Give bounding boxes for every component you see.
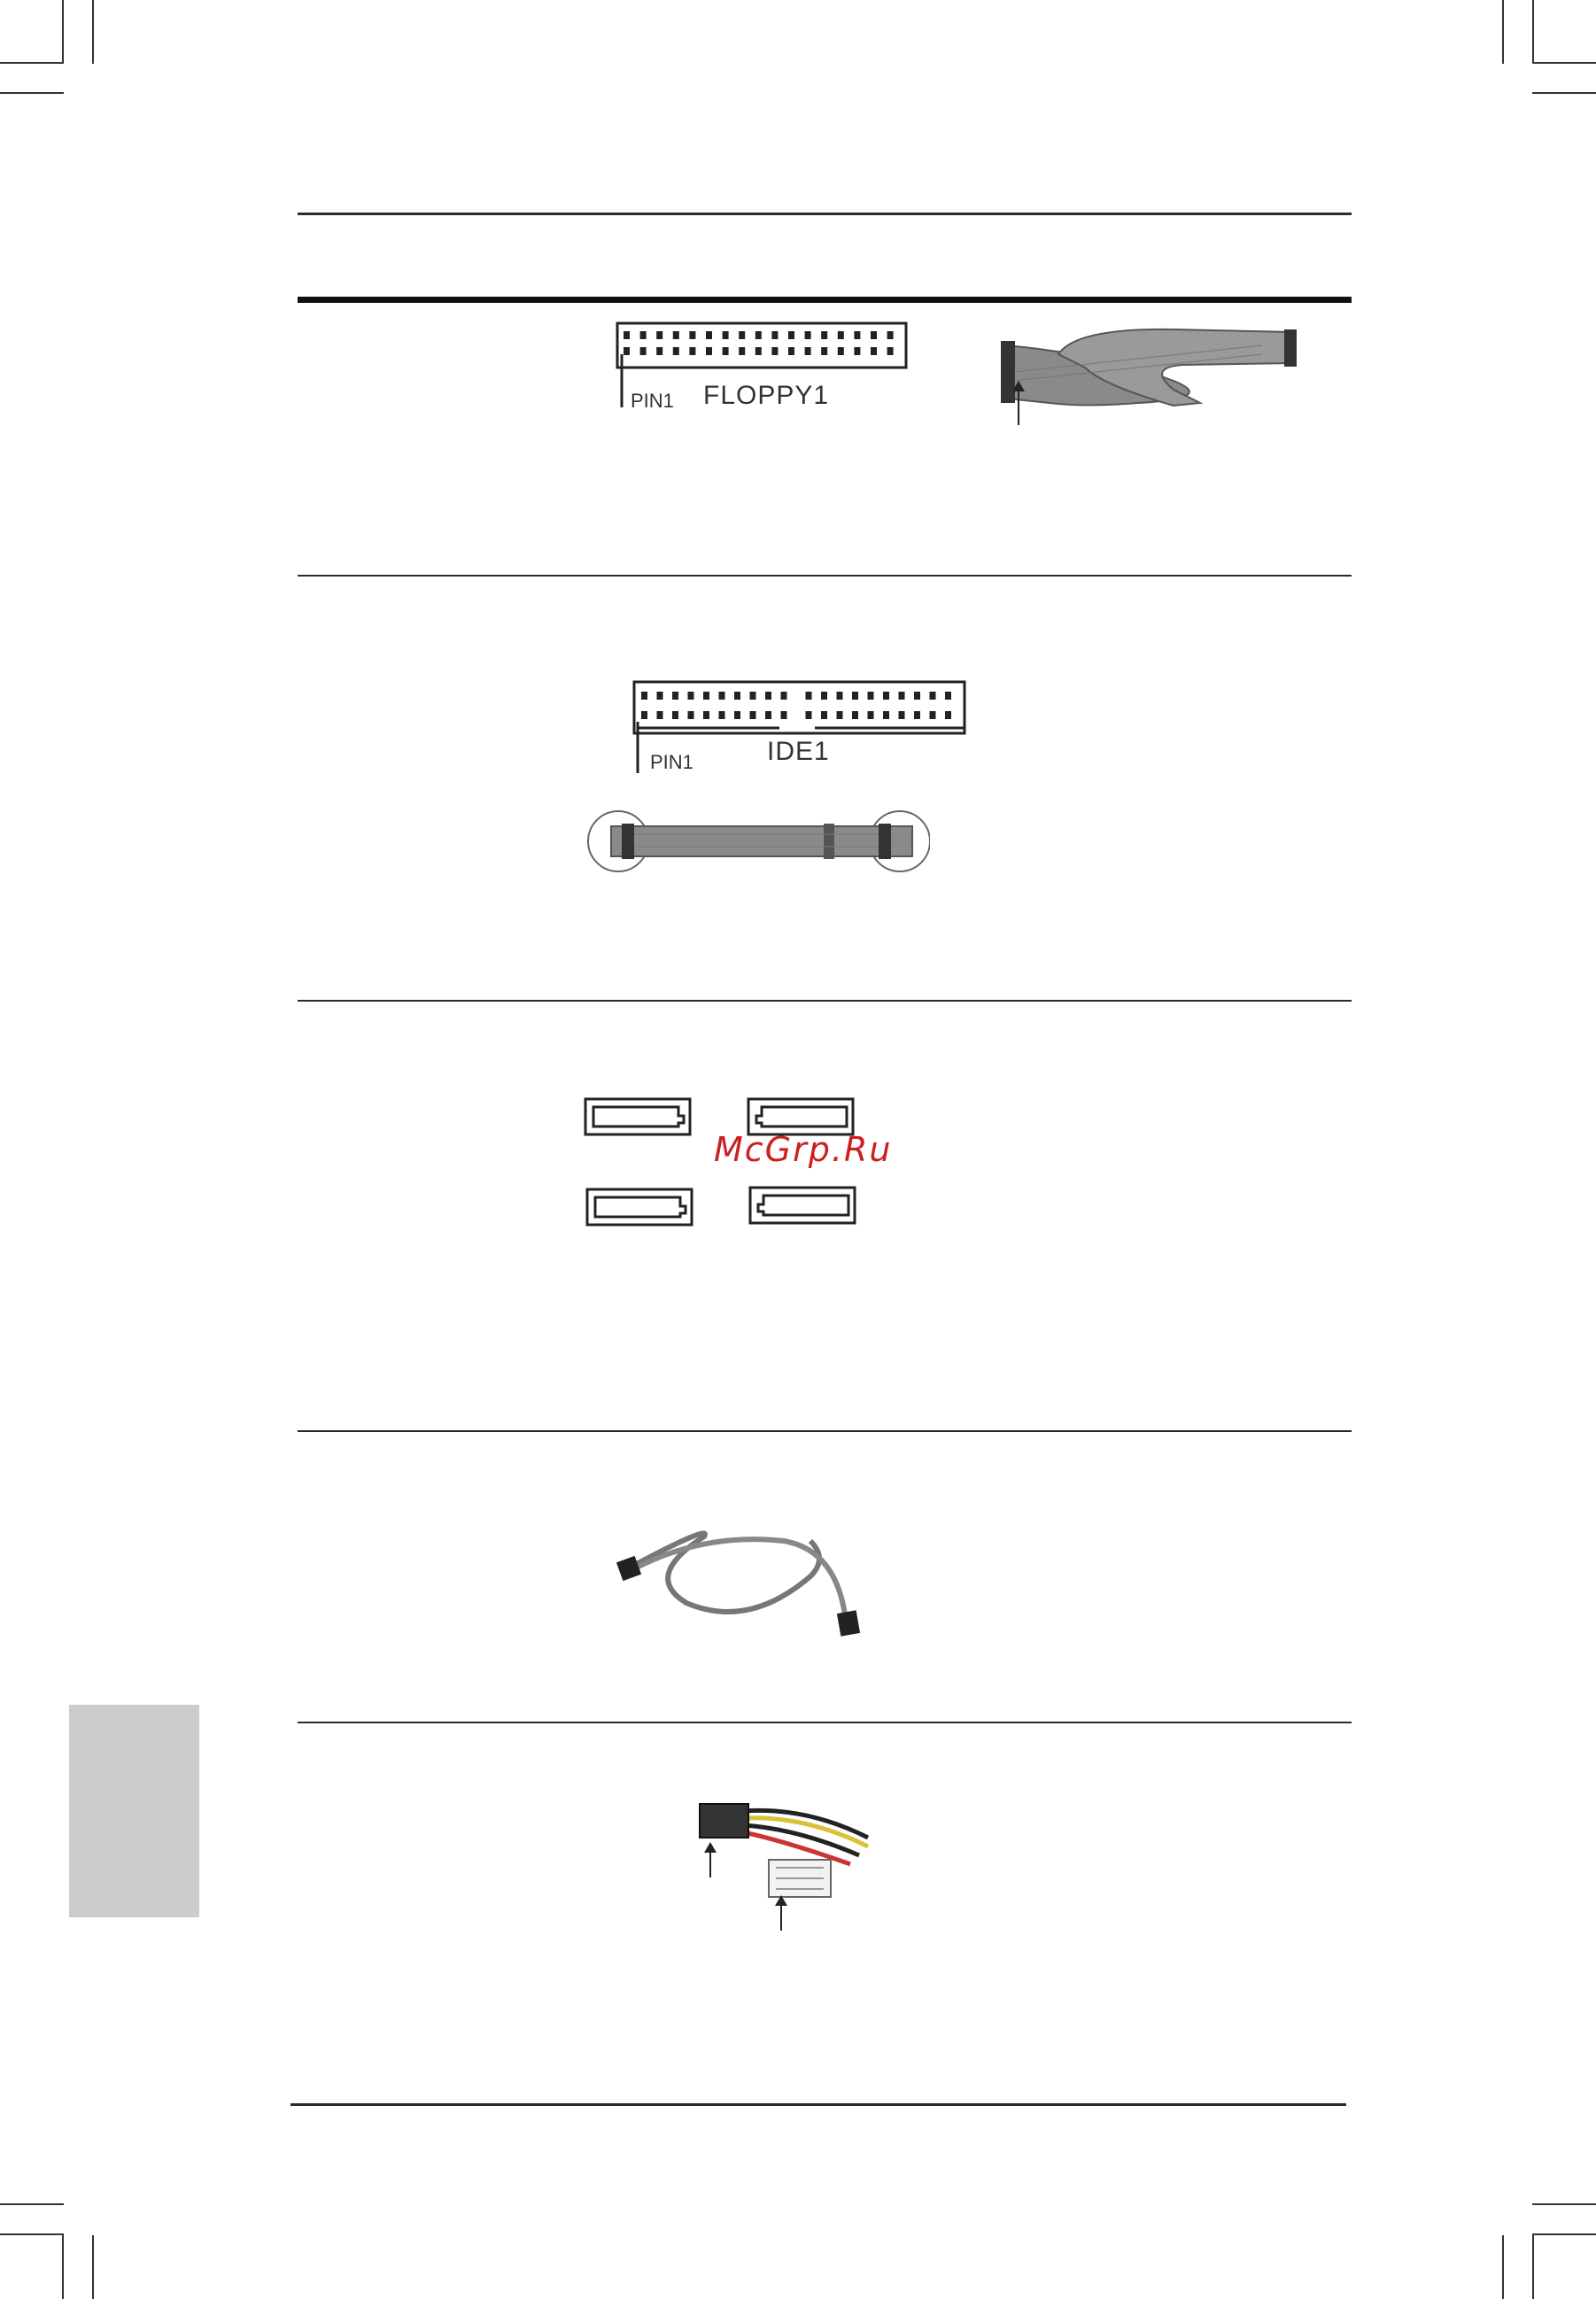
floppy-header-label: FLOPPY1	[703, 381, 830, 410]
floppy-cable-image	[996, 319, 1306, 430]
connector-pin	[914, 692, 920, 700]
connector-pin	[871, 331, 877, 339]
arrow-up-icon	[1008, 381, 1029, 427]
crop-mark	[92, 2235, 94, 2299]
crop-mark	[1532, 92, 1596, 94]
connector-pin	[930, 692, 936, 700]
connector-pin	[641, 711, 647, 719]
crop-mark	[0, 2233, 64, 2235]
section-rule	[298, 1430, 1352, 1432]
connector-pin	[854, 347, 860, 355]
connector-pin	[945, 692, 951, 700]
connector-pin	[673, 331, 679, 339]
arrow-up-icon	[700, 1842, 721, 1877]
connector-pin	[899, 692, 905, 700]
crop-mark	[1502, 0, 1504, 64]
connector-pin	[640, 331, 647, 339]
crop-mark	[1532, 2233, 1596, 2235]
crop-mark	[1532, 62, 1596, 64]
side-tab	[69, 1705, 199, 1917]
connector-pin	[672, 692, 678, 700]
connector-pin	[723, 347, 729, 355]
connector-pin	[765, 692, 771, 700]
connector-pin	[750, 692, 756, 700]
connector-pin	[689, 347, 695, 355]
connector-pin	[657, 692, 663, 700]
connector-pin	[703, 711, 709, 719]
connector-pin	[739, 347, 745, 355]
arrow-up-icon	[771, 1895, 792, 1931]
connector-pin	[887, 331, 894, 339]
connector-pin	[805, 347, 811, 355]
crop-mark	[0, 2203, 64, 2205]
connector-pin	[806, 692, 812, 700]
connector-pin	[689, 331, 695, 339]
connector-pin	[640, 347, 647, 355]
connector-pin	[852, 692, 858, 700]
connector-pin	[657, 711, 663, 719]
connector-pin	[771, 331, 778, 339]
connector-pin	[624, 331, 630, 339]
crop-mark	[62, 2235, 64, 2299]
crop-mark	[92, 0, 94, 64]
ide-header-label: IDE1	[767, 737, 830, 766]
connector-pin	[821, 347, 827, 355]
connector-pin	[755, 331, 762, 339]
connector-pin	[673, 347, 679, 355]
floppy-pin1-label: PIN1	[631, 390, 674, 412]
connector-pin	[656, 347, 662, 355]
connector-pin	[868, 711, 874, 719]
connector-pin	[788, 331, 794, 339]
connector-pin	[719, 711, 725, 719]
connector-pin	[914, 711, 920, 719]
connector-pin	[755, 347, 762, 355]
section-rule	[298, 1000, 1352, 1002]
connector-pin	[723, 331, 729, 339]
connector-pin	[624, 347, 630, 355]
header-rule	[298, 213, 1352, 215]
sata-connector-icon	[583, 1096, 694, 1139]
connector-pin	[781, 692, 787, 700]
crop-mark	[1532, 2203, 1596, 2205]
connector-pin	[871, 347, 877, 355]
connector-pin	[739, 331, 745, 339]
crop-mark	[0, 62, 64, 64]
connector-pin	[821, 331, 827, 339]
connector-pin	[887, 347, 894, 355]
crop-mark	[1532, 0, 1534, 64]
connector-pin	[771, 347, 778, 355]
connector-pin	[806, 711, 812, 719]
section-rule	[298, 575, 1352, 577]
connector-pin	[734, 711, 740, 719]
sata-data-cable-image	[607, 1506, 881, 1647]
crop-mark	[0, 92, 64, 94]
crop-mark	[1502, 2235, 1504, 2299]
sata-connector-icon	[585, 1187, 696, 1229]
connector-pin	[656, 331, 662, 339]
ide-pin1-label: PIN1	[650, 751, 693, 773]
crop-mark	[1532, 2235, 1534, 2299]
section-rule	[298, 1722, 1352, 1723]
connector-pin	[706, 331, 712, 339]
connector-pin	[750, 711, 756, 719]
connector-pin	[945, 711, 951, 719]
ide-cable-image	[585, 806, 930, 879]
connector-pin	[868, 692, 874, 700]
connector-pin	[837, 711, 843, 719]
connector-pin	[734, 692, 740, 700]
connector-pin	[838, 331, 844, 339]
connector-pin	[883, 711, 889, 719]
connector-pin	[837, 692, 843, 700]
connector-pin	[703, 692, 709, 700]
connector-pin	[788, 347, 794, 355]
connector-pin	[883, 692, 889, 700]
connector-pin	[821, 692, 827, 700]
connector-pin	[672, 711, 678, 719]
connector-pin	[899, 711, 905, 719]
connector-pin	[688, 692, 694, 700]
connector-pin	[930, 711, 936, 719]
connector-pin	[641, 692, 647, 700]
connector-pin	[852, 711, 858, 719]
connector-pin	[688, 711, 694, 719]
footer-rule	[291, 2103, 1346, 2106]
connector-pin	[765, 711, 771, 719]
watermark: McGrp.Ru	[714, 1130, 893, 1169]
connector-pin	[821, 711, 827, 719]
connector-pin	[838, 347, 844, 355]
sata-connector-icon	[748, 1185, 859, 1227]
connector-pin	[781, 711, 787, 719]
connector-pin	[706, 347, 712, 355]
crop-mark	[62, 0, 64, 64]
connector-pin	[719, 692, 725, 700]
section-rule-thick	[298, 297, 1352, 303]
connector-pin	[854, 331, 860, 339]
connector-pin	[805, 331, 811, 339]
